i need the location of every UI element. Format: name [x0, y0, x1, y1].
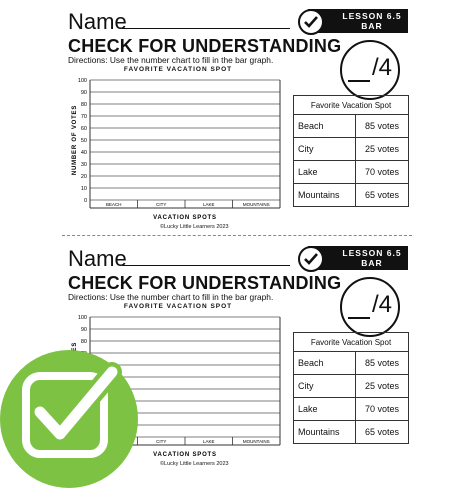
page-title: CHECK FOR UNDERSTANDING [68, 36, 342, 56]
check-icon [298, 9, 324, 35]
y-axis-label: NUMBER OF VOTES [72, 104, 78, 176]
copyright: ©Lucky Little Learners 2023 [160, 461, 229, 467]
y-tick-label: 100 [77, 78, 87, 84]
y-tick-label: 10 [80, 186, 87, 192]
lesson-number: LESSON 6.5 [342, 11, 402, 21]
lesson-number: LESSON 6.5 [342, 248, 402, 258]
table-row: Lake 70 votes [294, 398, 409, 421]
cut-line [62, 235, 412, 236]
y-tick-label: 80 [80, 339, 87, 345]
y-tick-label: 100 [77, 315, 87, 321]
y-tick-label: 90 [80, 327, 87, 333]
y-tick-label: 90 [80, 90, 87, 96]
y-tick-label: 60 [80, 126, 87, 132]
table-row: City 25 votes [294, 138, 409, 161]
table-header: Favorite Vacation Spot [294, 96, 409, 115]
table-row: Beach 85 votes [294, 352, 409, 375]
x-axis-label: VACATION SPOTS [153, 452, 217, 458]
table-row: Mountains 65 votes [294, 184, 409, 207]
score-total: /4 [371, 291, 392, 318]
checkmark-badge-icon [0, 350, 138, 488]
table-header: Favorite Vacation Spot [294, 333, 409, 352]
name-field[interactable] [122, 28, 290, 29]
name-label: Name [68, 246, 127, 271]
x-tick-label: CITY [156, 439, 167, 444]
score-circle [340, 277, 400, 337]
y-tick-label: 70 [80, 114, 87, 120]
table-row: Beach 85 votes [294, 115, 409, 138]
x-tick-label: MOUNTAINS [242, 439, 270, 444]
worksheet-top [0, 0, 474, 237]
x-tick-label: MOUNTAINS [242, 202, 270, 207]
x-tick-label: CITY [156, 202, 167, 207]
score-total: /4 [371, 54, 392, 81]
x-tick-label: LAKE [202, 439, 215, 444]
y-tick-label: 0 [83, 198, 87, 204]
score-blank[interactable] [348, 297, 370, 319]
directions: Directions: Use the number chart to fill in the bar graph. [68, 55, 274, 65]
x-tick-label: LAKE [202, 202, 215, 207]
table-row: Mountains 65 votes [294, 421, 409, 444]
vote-table [293, 95, 409, 207]
table-row: Lake 70 votes [294, 161, 409, 184]
y-tick-label: 50 [80, 138, 87, 144]
page-title: CHECK FOR UNDERSTANDING [68, 273, 342, 293]
name-field[interactable] [122, 265, 290, 266]
score-circle [340, 40, 400, 100]
directions: Directions: Use the number chart to fill in the bar graph. [68, 292, 274, 302]
x-tick-label: BEACH [105, 202, 122, 207]
lesson-badge [298, 246, 408, 278]
vote-table [293, 332, 409, 444]
y-tick-label: 30 [80, 162, 87, 168]
lesson-topic: BAR GRAPHS [350, 21, 394, 41]
lesson-topic: BAR GRAPHS [350, 258, 394, 278]
y-tick-label: 40 [80, 150, 87, 156]
score-blank[interactable] [348, 60, 370, 82]
lesson-badge [298, 9, 408, 41]
y-tick-label: 80 [80, 102, 87, 108]
check-icon [298, 246, 324, 272]
table-row: City 25 votes [294, 375, 409, 398]
bar-graph[interactable] [66, 74, 290, 222]
chart-title: FAVORITE VACATION SPOT [123, 66, 233, 73]
chart-title: FAVORITE VACATION SPOT [123, 303, 233, 310]
name-label: Name [68, 9, 127, 34]
x-axis-label: VACATION SPOTS [153, 215, 217, 221]
copyright: ©Lucky Little Learners 2023 [160, 224, 229, 230]
y-tick-label: 20 [80, 174, 87, 180]
